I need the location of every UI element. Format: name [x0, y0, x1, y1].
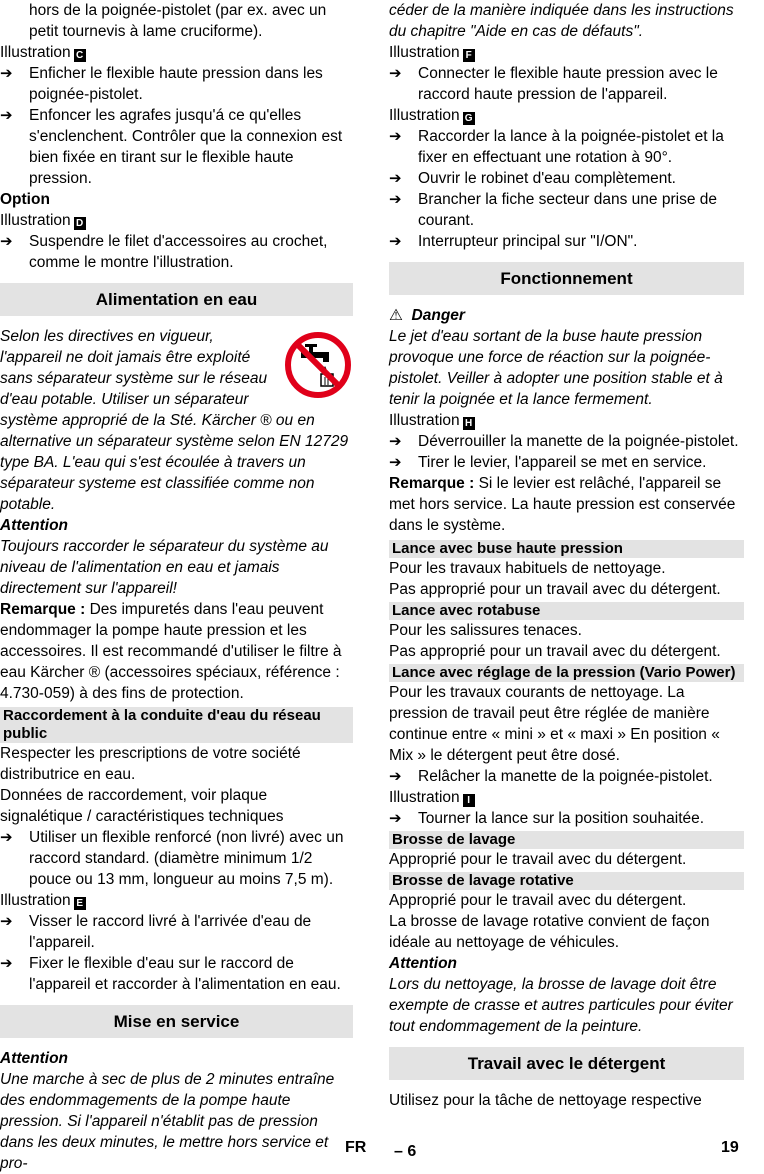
list-item: ➔ Ouvrir le robinet d'eau complètement.: [389, 170, 676, 187]
paragraph: Selon les directives en vigueur, l'appareil ne doit jamais être exploité sans séparateur système sur le réseau d'eau potable. Utiliser un séparateur système approprié de la Sté. Kärcher ® ou en alternative un séparateur système selon EN 12729 type BA. L'eau qui s'est écoulée à travers un séparateur systeme est classifiée comme non potable.: [0, 328, 349, 513]
right-column: [389, 0, 744, 1111]
paragraph: céder de la manière indiquée dans les instructions du chapitre "Aide en cas de défauts".: [389, 2, 734, 40]
left-column: [0, 0, 353, 1174]
illustration-ref: Illustration H: [389, 410, 744, 431]
illustration-letter: I: [463, 794, 475, 807]
arrow-icon: ➔: [0, 955, 13, 972]
arrow-icon: ➔: [0, 107, 13, 124]
arrow-icon: ➔: [389, 128, 402, 145]
subsection-heading: Lance avec réglage de la pression (Vario Power): [389, 664, 744, 682]
paragraph: Lors du nettoyage, la brosse de lavage doit être exempte de crasse et autres particules pour éviter tout endommagement de la peinture.: [389, 976, 733, 1035]
list-item: ➔ Suspendre le filet d'accessoires au crochet, comme le montre l'illustration.: [0, 233, 328, 271]
paragraph: Pour les travaux habituels de nettoyage.: [389, 560, 666, 577]
list-item: ➔ Déverrouiller la manette de la poignée-pistolet.: [389, 433, 739, 450]
arrow-icon: ➔: [389, 191, 402, 208]
arrow-icon: ➔: [389, 433, 402, 450]
arrow-icon: ➔: [0, 913, 13, 930]
paragraph: Le jet d'eau sortant de la buse haute pression provoque une force de réaction sur la poignée-pistolet. Veiller à adopter une position stable et à tenir la poignée et la lance fermement.: [389, 328, 723, 408]
list-item: ➔ Tirer le levier, l'appareil se met en service.: [389, 454, 707, 471]
list-item: ➔ Fixer le flexible d'eau sur le raccord de l'appareil et raccorder à l'alimentation en eau.: [0, 955, 341, 993]
paragraph: Toujours raccorder le séparateur du système au niveau de l'alimentation en eau et jamais directement sur l'appareil!: [0, 538, 329, 597]
illustration-ref: Illustration E: [0, 890, 353, 911]
list-item: ➔ Enfoncer les agrafes jusqu'á ce qu'elles s'enclenchent. Contrôler que la connexion est bien fixée en tirant sur le flexible haute pression.: [0, 107, 343, 187]
arrow-icon: ➔: [0, 65, 13, 82]
paragraph: Une marche à sec de plus de 2 minutes entraîne des endommagements de la pompe haute pression. Si l'appareil n'établit pas de pression dans les deux minutes, le mettre hors service et pro-: [0, 1071, 335, 1172]
list-item: ➔ Tourner la lance sur la position souhaitée.: [389, 810, 705, 827]
paragraph: Pas approprié pour un travail avec du détergent.: [389, 581, 721, 598]
paragraph: La brosse de lavage rotative convient de façon idéale au nettoyage de véhicules.: [389, 913, 710, 951]
list-item: ➔ Interrupteur principal sur "I/ON".: [389, 233, 638, 250]
footer-section-page: – 6: [394, 1143, 417, 1160]
attention-label: Attention: [0, 1050, 69, 1067]
arrow-icon: ➔: [389, 170, 402, 187]
subsection-heading: Lance avec buse haute pression: [389, 540, 744, 558]
arrow-icon: ➔: [389, 810, 402, 827]
paragraph: Données de raccordement, voir plaque signalétique / caractéristiques techniques: [0, 787, 284, 825]
water-notice: [0, 326, 353, 515]
remark: Remarque : Des impuretés dans l'eau peuvent endommager la pompe haute pression et les accessoires. Il est recommandé d'utiliser le filtre à eau Kärcher ® (accessoires spéciaux, référence : 4.730-059) à des fins de protection.: [0, 601, 342, 702]
arrow-icon: ➔: [389, 454, 402, 471]
paragraph: Respecter les prescriptions de votre société distributrice en eau.: [0, 745, 301, 783]
attention-label: Attention: [0, 517, 69, 534]
attention-label: Attention: [389, 955, 458, 972]
list-item: ➔ Enficher le flexible haute pression dans les poignée-pistolet.: [0, 65, 323, 103]
illustration-ref: Illustration G: [389, 105, 744, 126]
list-item: ➔ Raccorder la lance à la poignée-pistolet et la fixer en effectuant une rotation à 90°.: [389, 128, 724, 166]
paragraph: Approprié pour le travail avec du détergent.: [389, 892, 687, 909]
list-item: ➔ Brancher la fiche secteur dans une prise de courant.: [389, 191, 717, 229]
arrow-icon: ➔: [389, 768, 402, 785]
section-heading: Fonctionnement: [389, 262, 744, 295]
illustration-letter: F: [463, 49, 475, 62]
illustration-ref: Illustration I: [389, 787, 744, 808]
illustration-letter: D: [74, 217, 86, 230]
subsection-heading: Brosse de lavage: [389, 831, 744, 849]
paragraph: Pas approprié pour un travail avec du détergent.: [389, 643, 721, 660]
subsection-heading: Brosse de lavage rotative: [389, 872, 744, 890]
no-drinking-water-icon: [283, 330, 353, 400]
arrow-icon: ➔: [0, 829, 13, 846]
list-item: ➔ Relâcher la manette de la poignée-pistolet.: [389, 768, 713, 785]
illustration-letter: H: [463, 417, 475, 430]
section-heading: Mise en service: [0, 1005, 353, 1038]
danger-label: ⚠ Danger: [389, 307, 465, 324]
paragraph: Approprié pour le travail avec du détergent.: [389, 851, 687, 868]
paragraph: Pour les travaux courants de nettoyage. La pression de travail peut être réglée de manière continue entre « mini » et « maxi » En position « Mix » le détergent peut être dosé.: [389, 684, 720, 764]
paragraph: hors de la poignée-pistolet (par ex. avec un petit tournevis à lame cruciforme).: [29, 2, 327, 40]
subsection-heading: Raccordement à la conduite d'eau du réseau public: [0, 707, 353, 743]
paragraph: Pour les salissures tenaces.: [389, 622, 582, 639]
illustration-ref: Illustration F: [389, 42, 744, 63]
page-number: 19: [721, 1139, 739, 1156]
section-heading: Travail avec le détergent: [389, 1047, 744, 1080]
illustration-letter: C: [74, 49, 86, 62]
arrow-icon: ➔: [389, 65, 402, 82]
arrow-icon: ➔: [389, 233, 402, 250]
option-label: Option: [0, 191, 50, 208]
illustration-ref: Illustration D: [0, 210, 353, 231]
illustration-letter: E: [74, 897, 86, 910]
illustration-ref: Illustration C: [0, 42, 353, 63]
footer-language: FR: [345, 1139, 367, 1156]
subsection-heading: Lance avec rotabuse: [389, 602, 744, 620]
illustration-letter: G: [463, 112, 475, 125]
warning-icon: ⚠: [389, 307, 403, 324]
list-item: ➔ Utiliser un flexible renforcé (non livré) avec un raccord standard. (diamètre minimum 1/2 pouce ou 13 mm, longueur au moins 7,5 m).: [0, 829, 344, 888]
paragraph: Utilisez pour la tâche de nettoyage respective: [389, 1092, 702, 1109]
section-heading: Alimentation en eau: [0, 283, 353, 316]
remark: Remarque : Si le levier est relâché, l'appareil se met hors service. La haute pression est conservée dans le système.: [389, 475, 736, 534]
arrow-icon: ➔: [0, 233, 13, 250]
list-item: ➔ Connecter le flexible haute pression avec le raccord haute pression de l'appareil.: [389, 65, 718, 103]
list-item: ➔ Visser le raccord livré à l'arrivée d'eau de l'appareil.: [0, 913, 312, 951]
